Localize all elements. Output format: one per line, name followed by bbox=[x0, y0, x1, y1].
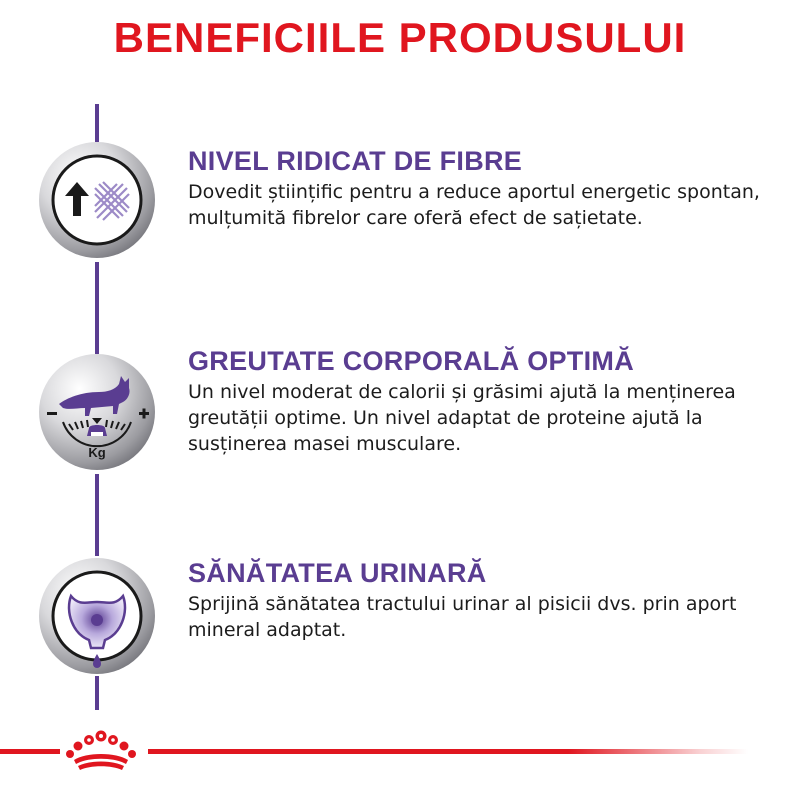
benefit-heading: NIVEL RIDICAT DE FIBRE bbox=[188, 146, 523, 176]
footer-divider bbox=[0, 749, 60, 754]
benefit-heading: GREUTATE CORPORALĂ OPTIMĂ bbox=[188, 346, 634, 376]
kg-label: Kg bbox=[88, 445, 106, 460]
bladder-icon bbox=[37, 556, 157, 676]
cat-weight-scale-icon bbox=[37, 352, 157, 472]
timeline-line bbox=[95, 474, 99, 556]
benefit-urinary bbox=[188, 558, 778, 643]
timeline-line bbox=[95, 676, 99, 710]
benefit-text: Sprijină sănătatea tractului urinar al pisicii dvs. prin aport mineral adaptat. bbox=[188, 593, 737, 641]
benefit-text: Un nivel moderat de calorii și grăsimi ajută la menținerea greutății optime. Un nivel adaptat de proteine ajută la susținerea masei musculare. bbox=[188, 381, 736, 455]
benefit-weight bbox=[188, 346, 778, 457]
page-title: BENEFICIILE PRODUSULUI bbox=[113, 14, 687, 61]
timeline-line bbox=[95, 104, 99, 142]
fiber-arrow-icon bbox=[37, 140, 157, 260]
benefit-text: Dovedit științific pentru a reduce aportul energetic spontan, mulțumită fibrelor care oferă efect de sațietate. bbox=[188, 181, 760, 229]
footer-divider bbox=[148, 749, 748, 754]
benefit-heading: SĂNĂTATEA URINARĂ bbox=[188, 558, 487, 588]
benefit-fiber bbox=[188, 146, 778, 231]
royal-canin-crown-logo bbox=[58, 726, 144, 772]
timeline-line bbox=[95, 262, 99, 354]
